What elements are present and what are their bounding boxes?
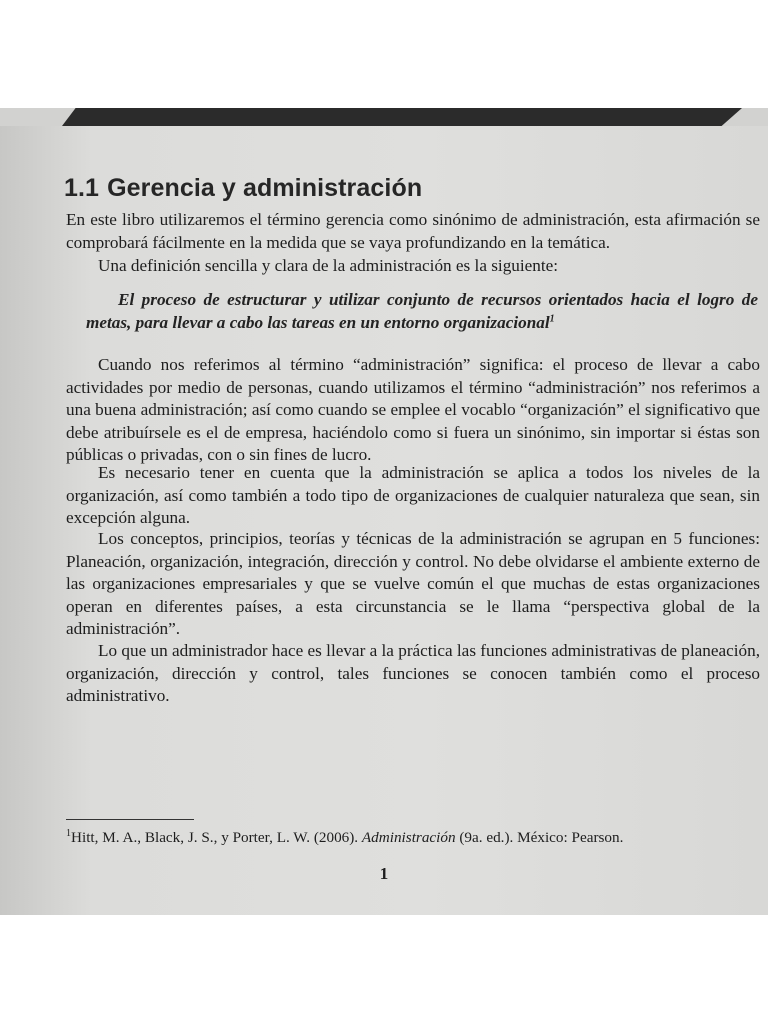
definition-quote xyxy=(86,289,758,334)
footnote-text-before: Hitt, M. A., Black, J. S., y Porter, L. W. (2006). xyxy=(71,829,362,846)
footnote-text-after: (9a. ed.). México: Pearson. xyxy=(455,829,624,846)
body-paragraph-1: Cuando nos referimos al término “administración” significa: el proceso de llevar a cabo actividades por medio de personas, cuando utilizamos el término “administración” nos referimos a una buena administración; así como cuando se emplee el vocablo “organización” el significativo que debe atribuírsele es el de empresa, haciéndolo como si fuera un sinónimo, sin importar si éstas son públicas o privadas, con o sin fines de lucro. xyxy=(66,355,760,465)
footnote xyxy=(66,828,760,848)
page-number: 1 xyxy=(379,864,389,883)
footnote-book-title: Administración xyxy=(361,829,456,846)
section-heading xyxy=(64,174,422,203)
body-paragraph-4: Lo que un administrador hace es llevar a la práctica las funciones administrativas de planeación, organización, dirección y control, tales funciones se conocen también como el proceso administrativo. xyxy=(66,641,760,706)
intro-paragraph: En este libro utilizaremos el término gerencia como sinónimo de administración, esta afirmación se comprobará fácilmente en la medida que se vaya profundizando en la temática. xyxy=(66,210,760,252)
body-paragraph-2: Es necesario tener en cuenta que la administración se aplica a todos los niveles de la organización, así como también a todo tipo de organizaciones de cualquier naturaleza que sean, sin excepción alguna. xyxy=(66,463,760,528)
header-decorative-bar xyxy=(62,108,742,126)
footnote-reference: 1 xyxy=(549,312,555,324)
definition-lead-paragraph: Una definición sencilla y clara de la administración es la siguiente: xyxy=(98,256,559,275)
definition-quote-text: El proceso de estructurar y utilizar conjunto de recursos orientados hacia el logro de metas, para llevar a cabo las tareas en un entorno organizacional xyxy=(86,290,758,332)
footnote-separator xyxy=(66,819,194,820)
book-page xyxy=(0,108,768,915)
section-number: 1.1 xyxy=(64,174,100,202)
body-paragraph-3: Los conceptos, principios, teorías y técnicas de la administración se agrupan en 5 funciones: Planeación, organización, integración, dirección y control. No debe olvidarse el ambiente externo de las organizaciones empresariales y que se vuelve común el que muchas de estas organizaciones operan en diferentes países, a esta circunstancia se le llama “perspectiva global de la administración”. xyxy=(66,529,760,639)
section-title: Gerencia y administración xyxy=(107,174,423,202)
footnote-marker: 1 xyxy=(66,827,71,839)
